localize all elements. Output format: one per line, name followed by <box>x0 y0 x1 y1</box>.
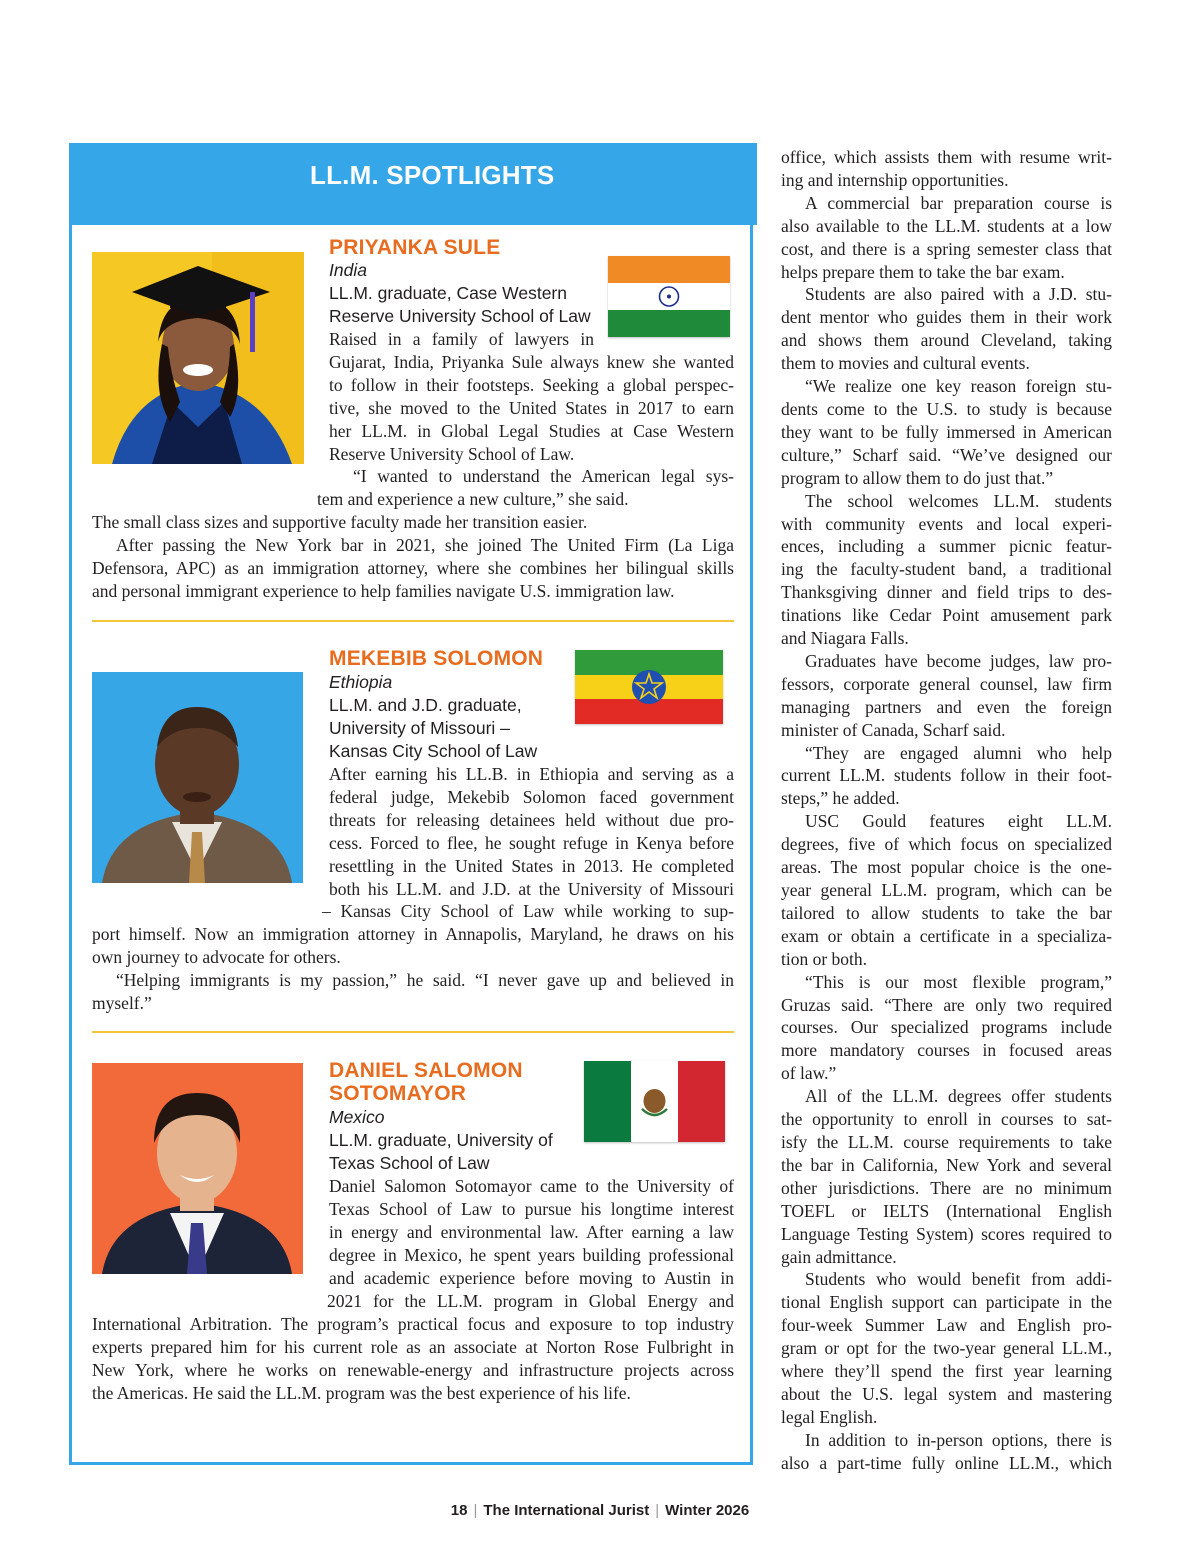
page-footer: 18 | The International Jurist | Winter 2026 <box>450 1502 750 1519</box>
profile-country: Ethiopia <box>329 672 393 692</box>
profile-degree: LL.M. and J.D. graduate, <box>329 695 522 715</box>
profile-body: Daniel Salomon Sotomayor came to the University of Texas School of Law to pursue his longtime interest in energy and environmental law. After earning a law degree in Mexico, he spent years building professional and academic experience before moving to Austin in <box>329 1176 734 1288</box>
section-title: LL.M. SPOTLIGHTS <box>310 160 555 190</box>
profile-meta <box>329 259 591 328</box>
profile-degree: Texas School of Law <box>329 1153 490 1173</box>
divider <box>92 620 734 622</box>
profile-degree: Kansas City School of Law <box>329 741 538 761</box>
publication-name: The International Jurist <box>483 1502 650 1519</box>
profile-name: PRIYANKA SULE <box>329 236 501 259</box>
mekebib-solomon-photo <box>92 672 303 883</box>
profile-body-wide: tem and experience a new culture,” she said. The small class sizes and supportive faculty made her transition easier. After passing the New York bar in 2021, she joined The United Firm (La Liga Defensora, APC) as an immigration attorney, where she combines her bilingual skills and personal immigrant experience to help families navigate U.S. immigration law. <box>92 489 734 601</box>
profile-body-wide: – Kansas City School of Law while working to sup- port himself. Now an immigration attorney in Annapolis, Maryland, he draws on his own journey to advocate for others. “Helping immigrants is my passion,” he said. “I never gave up and believed in myself.” <box>92 901 734 1013</box>
profile-degree: University of Missouri – <box>329 718 510 738</box>
profile-meta <box>329 671 537 763</box>
divider <box>92 1031 734 1033</box>
profile-body: After earning his LL.B. in Ethiopia and serving as a federal judge, Mekebib Solomon faced government threats for releasing detainees held without due pro- cess. Forced to flee, he sought refuge in Kenya before resettling in the United States in 2013. He completed both his LL.M. and J.D. at the University of Missouri <box>329 764 734 899</box>
profile-degree: Reserve University School of Law <box>329 306 591 326</box>
priyanka-sule-photo <box>92 252 304 464</box>
profile-body-wide: 2021 for the LL.M. program in Global Energy and International Arbitration. The program’s practical focus and exposure to top industry experts prepared him for his current role as an associate at Norton Rose Fulbright in New York, where he works on renewable-energy and infrastructure projects across the Americas. He said the LL.M. program was the best experience of his life. <box>92 1291 734 1403</box>
india-flag-icon <box>608 256 730 337</box>
profile-degree: LL.M. graduate, University of <box>329 1130 553 1150</box>
profile-country: India <box>329 260 367 280</box>
article-column: office, which assists them with resume writ- ing and internship opportunities. A commercial bar preparation course is also available to the LL.M. students at a low cost, and there is a spring semester class that helps prepare them to take the bar exam. Students are also paired with a J.D. stu- dent mentor who guides them in their work and shows them around Cleveland, taking them to movies and cultural events. “We realize one key reason foreign stu- dents come to the U.S. to study is because they want to be fully immersed in American culture,” Scharf said. “We’ve designed our program to allow them to do just that.” The school welcomes LL.M. students with community events and local experi- ences, including a summer picnic featur- ing the faculty-student band, a traditional Thanksgiving dinner and field trips to des- tinations like Cedar Point amusement park and Niagara Falls. Graduates have become judges, law pro- fessors, corporate general counsel, law firm managing partners and even the foreign minister of Canada, Scharf said. “They are engaged alumni who help current LL.M. students follow in their foot- steps,” he added. USC Gould features eight LL.M. degrees, five of which focus on specialized areas. The most popular choice is the one- year general LL.M. program, which can be tailored to allow students to take the bar exam or obtain a certificate in a specializa- tion or both. “This is our most flexible program,” Gruzas said. “There are only two required courses. Our specialized programs include more mandatory courses in focused areas of law.” All of the LL.M. degrees offer students the opportunity to enroll in courses to sat- isfy the LL.M. course requirements to take the bar in California, New York and several other jurisdictions. There are no minimum TOEFL or IELTS (International English Language Testing System) scores required to gain admittance. Students who would benefit from addi- tional English support can participate in the four-week Summer Law and English pro- gram or opt for the two-year general LL.M., where they’ll spend the first year learning about the U.S. legal system and mastering legal English. In addition to in-person options, there is also a part-time fully online LL.M., which <box>781 147 1112 1473</box>
profile-name: MEKEBIB SOLOMON <box>329 647 544 670</box>
profile-meta <box>329 1106 553 1175</box>
profile-degree: LL.M. graduate, Case Western <box>329 283 567 303</box>
ethiopia-flag-icon <box>575 650 723 724</box>
page-number: 18 <box>450 1502 468 1519</box>
profile-name: DANIEL SALOMON SOTOMAYOR <box>329 1059 523 1105</box>
mexico-flag-icon <box>584 1061 725 1142</box>
profile-country: Mexico <box>329 1107 385 1127</box>
issue-date: Winter 2026 <box>665 1502 750 1519</box>
profile-body: Raised in a family of lawyers in Gujarat, India, Priyanka Sule always knew she wanted to follow in their footsteps. Seeking a global perspec- tive, she moved to the United States in 2017 to earn her LL.M. in Global Legal Studies at Case Western Reserve University School of Law. “I wanted to understand the American legal sys- <box>329 329 734 487</box>
daniel-sotomayor-photo <box>92 1063 303 1274</box>
